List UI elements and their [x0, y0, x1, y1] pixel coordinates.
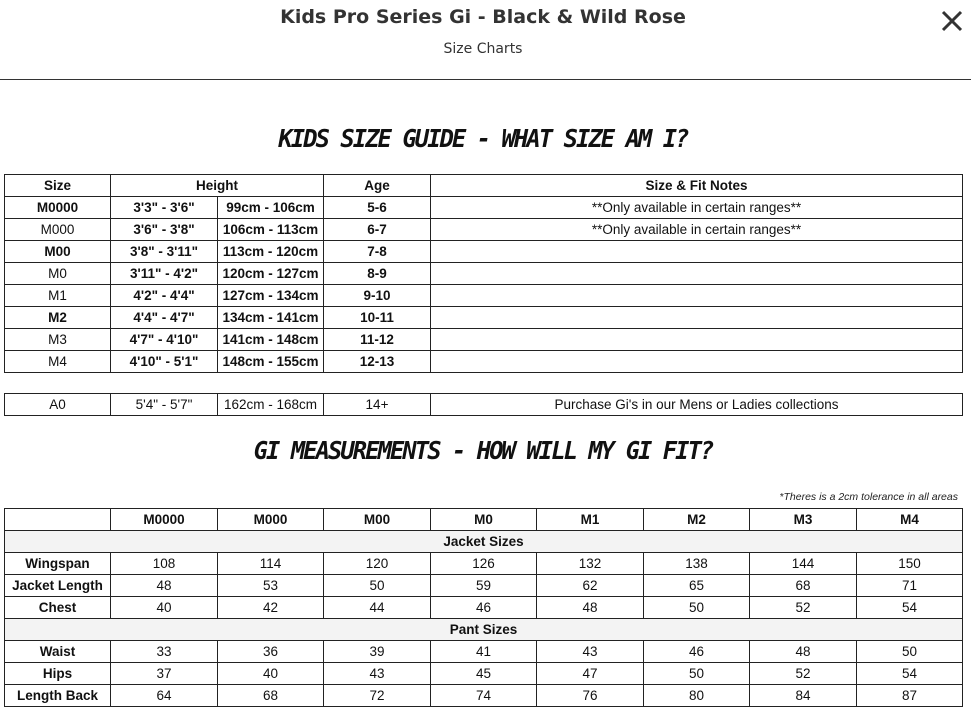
size-column-header: M3 [750, 509, 857, 531]
measurement-label: Jacket Length [5, 575, 111, 597]
size-row [5, 351, 963, 373]
age-cell: 6-7 [324, 219, 431, 241]
measurement-row [5, 641, 963, 663]
size-row [5, 241, 963, 263]
measurement-value: 52 [750, 663, 857, 685]
notes-cell [431, 241, 963, 263]
size-cell: M1 [5, 285, 111, 307]
size-row [5, 263, 963, 285]
size-cell: M3 [5, 329, 111, 351]
measurement-value: 64 [111, 685, 218, 707]
height-ft-cell: 4'2" - 4'4" [111, 285, 218, 307]
measurement-value: 144 [750, 553, 857, 575]
measurement-value: 80 [644, 685, 750, 707]
size-cell: M000 [5, 219, 111, 241]
measurement-value: 150 [857, 553, 963, 575]
adult-height-ft-cell: 5'4" - 5'7" [111, 394, 218, 416]
measurement-row [5, 553, 963, 575]
adult-size-cell: A0 [5, 394, 111, 416]
measurement-value: 114 [218, 553, 324, 575]
jacket-sizes-group-label: Jacket Sizes [5, 531, 963, 553]
modal-header [0, 0, 971, 80]
measurement-value: 76 [537, 685, 644, 707]
measurement-value: 50 [324, 575, 431, 597]
table-spacer [5, 373, 963, 394]
measurement-value: 52 [750, 597, 857, 619]
measurement-value: 43 [324, 663, 431, 685]
adult-size-row [5, 394, 963, 416]
size-guide-title: KIDS SIZE GUIDE - WHAT SIZE AM I? [278, 124, 688, 153]
size-cell: M4 [5, 351, 111, 373]
height-ft-cell: 3'6" - 3'8" [111, 219, 218, 241]
measurement-value: 45 [431, 663, 537, 685]
measurement-value: 50 [644, 597, 750, 619]
measurement-value: 48 [111, 575, 218, 597]
height-cm-cell: 148cm - 155cm [218, 351, 324, 373]
measurement-value: 108 [111, 553, 218, 575]
pant-sizes-group-label: Pant Sizes [5, 619, 963, 641]
measurements-header-row [5, 509, 963, 531]
measurement-value: 54 [857, 597, 963, 619]
close-icon [937, 6, 967, 36]
notes-cell: **Only available in certain ranges** [431, 197, 963, 219]
measurement-value: 48 [537, 597, 644, 619]
height-cm-cell: 120cm - 127cm [218, 263, 324, 285]
measurement-row [5, 597, 963, 619]
measurement-value: 120 [324, 553, 431, 575]
size-cell: M00 [5, 241, 111, 263]
height-cm-cell: 141cm - 148cm [218, 329, 324, 351]
measurement-label: Chest [5, 597, 111, 619]
measurement-value: 59 [431, 575, 537, 597]
height-ft-cell: 4'10" - 5'1" [111, 351, 218, 373]
measurement-value: 53 [218, 575, 324, 597]
column-header-age: Age [324, 175, 431, 197]
age-cell: 5-6 [324, 197, 431, 219]
size-row [5, 307, 963, 329]
size-row [5, 197, 963, 219]
measurement-label: Hips [5, 663, 111, 685]
spacer-cell [5, 373, 963, 394]
height-ft-cell: 3'8" - 3'11" [111, 241, 218, 263]
size-column-header: M0000 [111, 509, 218, 531]
size-row [5, 329, 963, 351]
measurement-value: 47 [537, 663, 644, 685]
size-cell: M0000 [5, 197, 111, 219]
height-cm-cell: 106cm - 113cm [218, 219, 324, 241]
adult-age-cell: 14+ [324, 394, 431, 416]
height-cm-cell: 113cm - 120cm [218, 241, 324, 263]
tolerance-note: *Theres is a 2cm tolerance in all areas [779, 491, 958, 503]
adult-notes-cell: Purchase Gi's in our Mens or Ladies collections [431, 394, 963, 416]
measurement-value: 44 [324, 597, 431, 619]
measurement-value: 72 [324, 685, 431, 707]
measurement-value: 42 [218, 597, 324, 619]
size-guide-header-row [5, 175, 963, 197]
pant-sizes-group [5, 619, 963, 641]
measurement-value: 132 [537, 553, 644, 575]
size-column-header: M2 [644, 509, 750, 531]
notes-cell [431, 351, 963, 373]
size-column-header: M4 [857, 509, 963, 531]
age-cell: 7-8 [324, 241, 431, 263]
measurement-value: 39 [324, 641, 431, 663]
height-ft-cell: 4'7" - 4'10" [111, 329, 218, 351]
modal-title: Kids Pro Series Gi - Black & Wild Rose [280, 6, 686, 28]
column-header-notes: Size & Fit Notes [431, 175, 963, 197]
measurement-value: 126 [431, 553, 537, 575]
column-header-size: Size [5, 175, 111, 197]
measurement-value: 41 [431, 641, 537, 663]
measurement-value: 37 [111, 663, 218, 685]
column-header-height: Height [111, 175, 324, 197]
size-cell: M2 [5, 307, 111, 329]
notes-cell: **Only available in certain ranges** [431, 219, 963, 241]
measurement-value: 68 [750, 575, 857, 597]
measurement-value: 87 [857, 685, 963, 707]
jacket-sizes-group [5, 531, 963, 553]
modal-subtitle: Size Charts [443, 41, 523, 57]
measurement-value: 40 [218, 663, 324, 685]
size-column-header: M0 [431, 509, 537, 531]
measurement-value: 54 [857, 663, 963, 685]
size-guide-table [4, 174, 963, 416]
notes-cell [431, 307, 963, 329]
measurement-label: Wingspan [5, 553, 111, 575]
measurement-value: 48 [750, 641, 857, 663]
age-cell: 10-11 [324, 307, 431, 329]
measurement-row [5, 663, 963, 685]
measurement-value: 74 [431, 685, 537, 707]
notes-cell [431, 329, 963, 351]
adult-height-cm-cell: 162cm - 168cm [218, 394, 324, 416]
measurement-value: 46 [431, 597, 537, 619]
height-cm-cell: 99cm - 106cm [218, 197, 324, 219]
measurement-value: 50 [857, 641, 963, 663]
height-cm-cell: 127cm - 134cm [218, 285, 324, 307]
measurement-value: 84 [750, 685, 857, 707]
measurement-label: Waist [5, 641, 111, 663]
close-button[interactable] [937, 6, 967, 36]
measurement-value: 68 [218, 685, 324, 707]
notes-cell [431, 263, 963, 285]
age-cell: 9-10 [324, 285, 431, 307]
size-row [5, 219, 963, 241]
measurements-table [4, 508, 963, 707]
measurement-label: Length Back [5, 685, 111, 707]
size-column-header: M00 [324, 509, 431, 531]
height-ft-cell: 4'4" - 4'7" [111, 307, 218, 329]
measurement-value: 43 [537, 641, 644, 663]
age-cell: 11-12 [324, 329, 431, 351]
blank-header-cell [5, 509, 111, 531]
height-ft-cell: 3'11" - 4'2" [111, 263, 218, 285]
measurement-value: 65 [644, 575, 750, 597]
measurement-value: 138 [644, 553, 750, 575]
size-column-header: M000 [218, 509, 324, 531]
measurement-value: 33 [111, 641, 218, 663]
measurement-value: 46 [644, 641, 750, 663]
height-ft-cell: 3'3" - 3'6" [111, 197, 218, 219]
measurement-row [5, 575, 963, 597]
measurement-value: 71 [857, 575, 963, 597]
measurement-value: 40 [111, 597, 218, 619]
measurement-row [5, 685, 963, 707]
age-cell: 12-13 [324, 351, 431, 373]
age-cell: 8-9 [324, 263, 431, 285]
height-cm-cell: 134cm - 141cm [218, 307, 324, 329]
size-row [5, 285, 963, 307]
notes-cell [431, 285, 963, 307]
measurement-value: 62 [537, 575, 644, 597]
size-cell: M0 [5, 263, 111, 285]
size-column-header: M1 [537, 509, 644, 531]
measurements-title: GI MEASUREMENTS - HOW WILL MY GI FIT? [253, 436, 713, 465]
measurement-value: 36 [218, 641, 324, 663]
measurement-value: 50 [644, 663, 750, 685]
